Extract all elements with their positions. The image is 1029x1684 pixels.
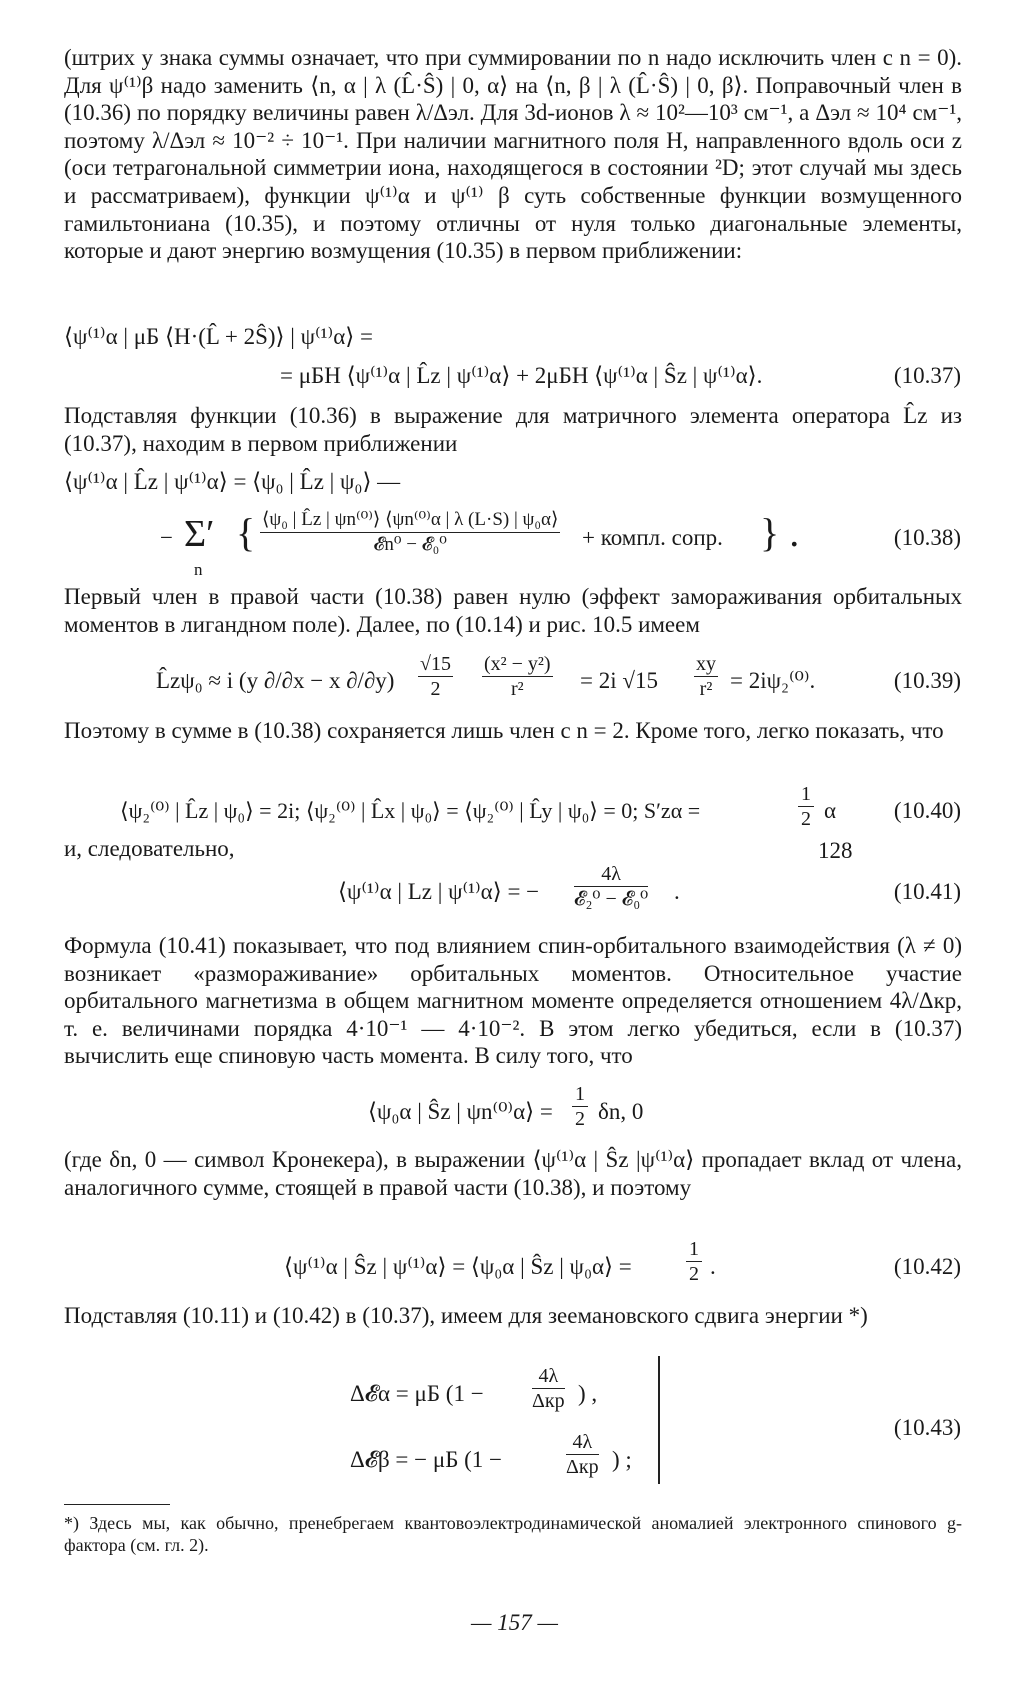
margin-note: 128 — [818, 838, 853, 863]
equation-number-10-38: (10.38) — [893, 525, 961, 550]
equation-10-38-sum-index: n — [194, 560, 203, 579]
equation-10-40-fraction — [798, 782, 814, 831]
page-number: — 157 — — [471, 1610, 558, 1635]
equation-10-41-frac-den: 𝓔₂⁰ − 𝓔₀⁰ — [574, 888, 649, 910]
equation-10-40-frac-den: 2 — [801, 808, 811, 830]
equation-10-39-frac3 — [694, 652, 718, 701]
paragraph-unfreezing: Формула (10.41) показывает, что под влиянием спин-орбитального взаимодействия (λ ≠ 0) возникает «размораживание» орбитальных моментов. Относительное участие орбитального магнетизма в общем магнитном моменте определяется отношением 4λ/Δкр, т. е. величинами порядка 4·10⁻¹ — 4·10⁻². В этом легко убедиться, если в (10.37) вычислить еще спиновую часть момента. В силу того, что — [64, 933, 962, 1069]
equation-10-39-frac2-num: (x² − y²) — [484, 653, 551, 675]
paragraph-substitution: Подставляя функции (10.36) в выражение для матричного элемента оператора L̂z из (10.37), находим в первом приближении — [64, 403, 962, 456]
equation-10-42-end: . — [710, 1254, 716, 1279]
equation-10-42-frac-den: 2 — [689, 1263, 699, 1285]
equation-10-38-sum-sign: Σ′ — [184, 513, 215, 555]
equation-number-10-41: (10.41) — [893, 879, 961, 904]
paragraph-first-term: Первый член в правой части (10.38) равен нулю (эффект замораживания орбитальных моментов в лигандном поле). Далее, по (10.14) и рис. 10.5 имеем — [64, 584, 962, 637]
equation-number-10-37: (10.37) — [893, 363, 961, 388]
equation-10-43a-lhs: Δ𝓔α = μБ (1 − — [350, 1381, 484, 1406]
paragraph-consequently: и, следовательно, — [64, 836, 235, 861]
paragraph-sum-term: Поэтому в сумме в (10.38) сохраняется лишь член с n = 2. Кроме того, легко показать, что — [64, 718, 944, 743]
equation-10-39-middle: = 2i √15 — [580, 668, 658, 693]
equation-10-37-line1: ⟨ψ⁽¹⁾α | μБ ⟨H·(L̂ + 2Ŝ)⟩ | ψ⁽¹⁾α⟩ = — [64, 324, 373, 349]
equation-10-37-line2: = μБH ⟨ψ⁽¹⁾α | L̂z | ψ⁽¹⁾α⟩ + 2μБH ⟨ψ⁽¹⁾α | Ŝz | ψ⁽¹⁾α⟩. — [280, 363, 763, 388]
equation-10-43a-end: ) , — [578, 1381, 598, 1406]
equation-10-38-brace-close: } . — [760, 510, 800, 555]
equation-10-38-denominator: 𝓔n⁰ − 𝓔₀⁰ — [373, 534, 447, 555]
equation-10-43-bracket — [658, 1356, 660, 1484]
equation-10-40: ⟨ψ₂⁽⁰⁾ | L̂z | ψ₀⟩ = 2i; ⟨ψ₂⁽⁰⁾ | L̂x | ψ₀⟩ = ⟨ψ₂⁽⁰⁾ | L̂y | ψ₀⟩ = 0; S′zα = — [120, 798, 701, 823]
equation-10-43b-lhs: Δ𝓔β = − μБ (1 − — [350, 1447, 503, 1472]
equation-number-10-39: (10.39) — [893, 668, 961, 693]
equation-10-43a-fraction — [532, 1364, 565, 1413]
equation-10-43b-frac-num: 4λ — [566, 1430, 599, 1455]
equation-kronecker-end: δn, 0 — [598, 1099, 644, 1124]
equation-10-39-frac1-num: √15 — [420, 653, 451, 675]
equation-10-42-fraction — [686, 1237, 702, 1286]
equation-10-43b-frac-den: Δкр — [566, 1456, 599, 1478]
equation-10-40-end: α — [824, 798, 837, 823]
equation-number-10-40: (10.40) — [893, 798, 961, 823]
equation-10-38-conjugate: + компл. сопр. — [582, 525, 723, 550]
equation-10-39-frac2 — [482, 652, 553, 701]
equation-10-43b-fraction — [566, 1430, 599, 1479]
equation-number-10-43: (10.43) — [893, 1415, 961, 1440]
equation-10-39-frac1 — [418, 652, 453, 701]
equation-10-38-brace-open: { — [236, 510, 256, 555]
equation-kronecker-frac-den: 2 — [575, 1108, 585, 1130]
equation-10-38-line1: ⟨ψ⁽¹⁾α | L̂z | ψ⁽¹⁾α⟩ = ⟨ψ₀ | L̂z | ψ₀⟩ — — [64, 469, 401, 494]
equation-10-39-end: = 2iψ₂⁽⁰⁾. — [730, 668, 816, 693]
paragraph-intro: (штрих у знака суммы означает, что при суммировании по n надо исключить член с n = 0). Для ψ⁽¹⁾β надо заменить ⟨n, α | λ (L̂·Ŝ) | 0, α⟩ на ⟨n, β | λ (L̂·Ŝ) | 0, β⟩. Поправочный член в (10.36) по порядку величины равен λ/Δэл. Для 3d-ионов λ ≈ 10²—10³ см⁻¹, а Δэл ≈ 10⁴ см⁻¹, поэтому λ/Δэл ≈ 10⁻² ÷ 10⁻¹. При наличии магнитного поля H, направленного вдоль оси z (оси тетрагональной симметрии иона, находящегося в состоянии ²D; этот случай мы здесь и рассматриваем), функции ψ⁽¹⁾α и ψ⁽¹⁾ β суть собственные функции возмущенного гамильтониана (10.35), и поэтому отличны от нуля только диагональные элементы, которые и дают энергию возмущения (10.35) в первом приближении: — [64, 45, 962, 264]
footnote: *) Здесь мы, как обычно, пренебрегаем квантовоэлектродинамической аномалией электронного спинового g-фактора (см. гл. 2). — [64, 1513, 962, 1555]
equation-10-42-lhs: ⟨ψ⁽¹⁾α | Ŝz | ψ⁽¹⁾α⟩ = ⟨ψ₀α | Ŝz | ψ₀α⟩ = — [284, 1254, 632, 1279]
equation-10-41-fraction — [574, 862, 648, 911]
equation-10-43a-frac-den: Δкр — [532, 1390, 565, 1412]
equation-10-43a-frac-num: 4λ — [532, 1364, 565, 1389]
paragraph-zeeman: Подставляя (10.11) и (10.42) в (10.37), имеем для зеемановского сдвига энергии *) — [64, 1303, 868, 1328]
equation-10-39-frac3-den: r² — [699, 678, 713, 700]
equation-kronecker-frac-num: 1 — [572, 1082, 588, 1107]
equation-10-38-minus: − — [160, 525, 173, 550]
equation-10-42-frac-num: 1 — [686, 1237, 702, 1262]
equation-10-41-end: . — [674, 879, 680, 904]
equation-10-39-lhs: L̂zψ₀ ≈ i (y ∂/∂x − x ∂/∂y) — [156, 668, 395, 693]
footnote-separator — [64, 1504, 170, 1505]
equation-10-38-fraction — [260, 508, 560, 557]
equation-10-39-frac1-den: 2 — [430, 678, 441, 700]
equation-10-41-lhs: ⟨ψ⁽¹⁾α | Lz | ψ⁽¹⁾α⟩ = − — [338, 879, 540, 904]
equation-number-10-42: (10.42) — [893, 1254, 961, 1279]
equation-10-39-frac2-den: r² — [510, 678, 524, 700]
equation-kronecker-lhs: ⟨ψ₀α | Ŝz | ψn⁽⁰⁾α⟩ = — [368, 1099, 553, 1124]
equation-10-40-frac-num: 1 — [798, 782, 814, 807]
paragraph-kronecker: (где δn, 0 — символ Кронекера), в выражении ⟨ψ⁽¹⁾α | Ŝz |ψ⁽¹⁾α⟩ пропадает вклад от члена, аналогичного сумме, стоящей в правой части (10.38), и поэтому — [64, 1147, 962, 1200]
equation-10-39-frac3-num: xy — [696, 653, 716, 675]
equation-10-43b-end: ) ; — [612, 1447, 632, 1472]
equation-kronecker-fraction — [572, 1082, 588, 1131]
equation-10-38-numerator: ⟨ψ₀ | L̂z | ψn⁽⁰⁾⟩ ⟨ψn⁽⁰⁾α | λ (L·S) | ψ₀α⟩ — [260, 508, 560, 533]
equation-10-41-frac-num: 4λ — [574, 862, 648, 887]
